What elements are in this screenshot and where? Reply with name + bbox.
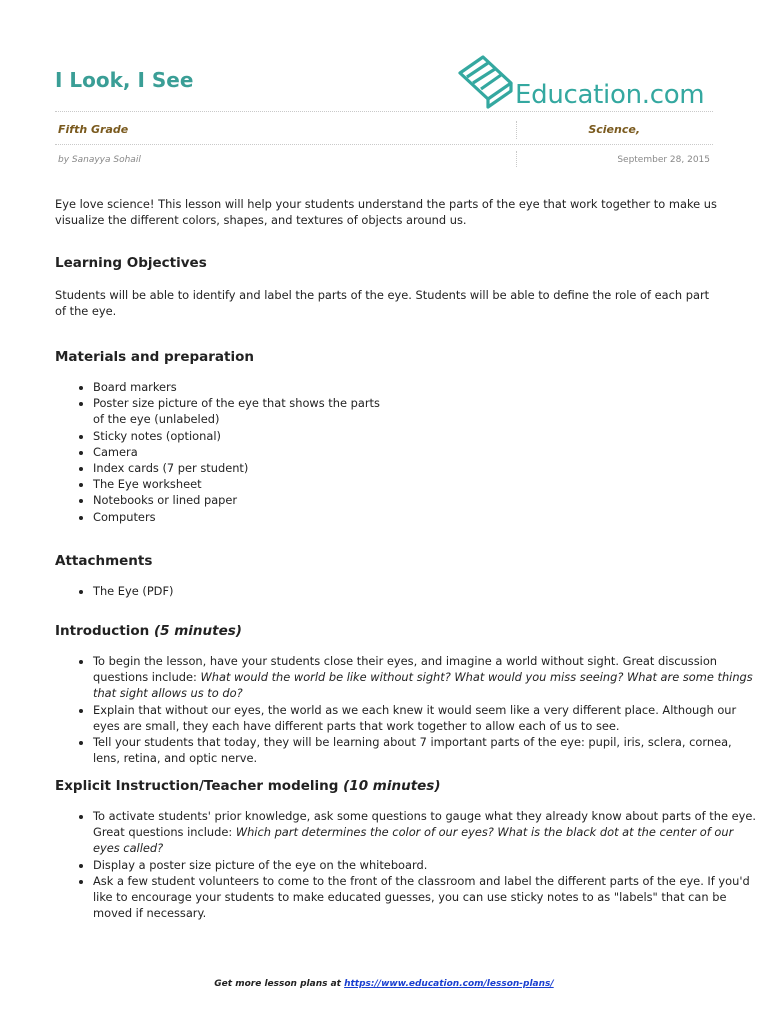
list-item: • Notebooks or lined paper bbox=[93, 492, 393, 508]
list-item: • Display a poster size picture of the eye on the whiteboard. bbox=[93, 857, 758, 873]
date-label: September 28, 2015 bbox=[617, 155, 710, 165]
section-title: Introduction bbox=[55, 623, 150, 639]
list-item: • Board markers bbox=[93, 379, 393, 395]
intro-paragraph: Eye love science! This lesson will help your students understand the parts of the eye that work together to make us visualize the different colors, shapes, and textures of objects around us. bbox=[55, 197, 717, 227]
footer bbox=[0, 979, 768, 989]
introduction-list bbox=[55, 653, 758, 766]
list-item-text: To begin the lesson, have your students close their eyes, and imagine a world without sight. Great discussion questions include: bbox=[93, 654, 718, 685]
attachments-heading: Attachments bbox=[55, 553, 153, 569]
list-item: • Index cards (7 per student) bbox=[93, 460, 393, 476]
column-divider bbox=[516, 121, 517, 139]
logo-text: Education.com bbox=[515, 80, 705, 110]
lesson-plans-link[interactable]: https://www.education.com/lesson-plans/ bbox=[344, 979, 554, 989]
attachments-list bbox=[55, 583, 393, 599]
grade-label: Fifth Grade bbox=[58, 123, 129, 136]
meta-divider bbox=[55, 144, 713, 145]
footer-text: Get more lesson plans at bbox=[214, 979, 345, 989]
list-item-questions: What would the world be like without sight? What would you miss seeing? What are some things that sight allows us to do? bbox=[93, 670, 753, 701]
list-item: • Tell your students that today, they will be learning about 7 important parts of the eye: pupil, iris, sclera, cornea, lens, retina, and optic nerve. bbox=[93, 734, 758, 766]
list-item bbox=[93, 808, 758, 857]
list-item: • The Eye worksheet bbox=[93, 476, 393, 492]
list-item-text: To activate students' prior knowledge, ask some questions to gauge what they already know about parts of the eye. Great questions include: bbox=[93, 809, 756, 840]
list-item-questions: Which part determines the color of our eyes? What is the black dot at the center of our eyes called? bbox=[93, 825, 734, 856]
list-item: • Ask a few student volunteers to come to the front of the classroom and label the different parts of the eye. If you'd like to encourage your students to make educated guesses, you can use sticky notes to as "labels" that can be moved if necessary. bbox=[93, 873, 758, 922]
author-label: by Sanayya Sohail bbox=[58, 155, 141, 165]
page-title: I Look, I See bbox=[55, 68, 194, 92]
objectives-text: Students will be able to identify and label the parts of the eye. Students will be able to define the role of each part of the eye. bbox=[55, 288, 710, 318]
list-item: • Camera bbox=[93, 444, 393, 460]
section-title: Explicit Instruction/Teacher modeling bbox=[55, 778, 339, 794]
list-item: • Explain that without our eyes, the world as we each knew it would seem like a very different place. Although our eyes are small, they each have different parts that work together to allow each of us to see. bbox=[93, 702, 758, 734]
list-item: • Computers bbox=[93, 509, 393, 525]
list-item bbox=[93, 653, 758, 702]
section-duration: (5 minutes) bbox=[153, 623, 242, 639]
explicit-list bbox=[55, 808, 758, 921]
explicit-heading bbox=[55, 778, 441, 794]
objectives-heading: Learning Objectives bbox=[55, 255, 207, 271]
materials-heading: Materials and preparation bbox=[55, 349, 254, 365]
column-divider bbox=[516, 151, 517, 167]
attachment-link[interactable]: • The Eye (PDF) bbox=[93, 583, 393, 599]
subject-label: Science, bbox=[588, 123, 640, 136]
materials-list bbox=[55, 379, 393, 525]
list-item: • Poster size picture of the eye that shows the parts of the eye (unlabeled) bbox=[93, 395, 393, 427]
list-item: • Sticky notes (optional) bbox=[93, 428, 393, 444]
section-duration: (10 minutes) bbox=[343, 778, 441, 794]
header-divider bbox=[55, 111, 713, 112]
introduction-heading bbox=[55, 623, 242, 639]
